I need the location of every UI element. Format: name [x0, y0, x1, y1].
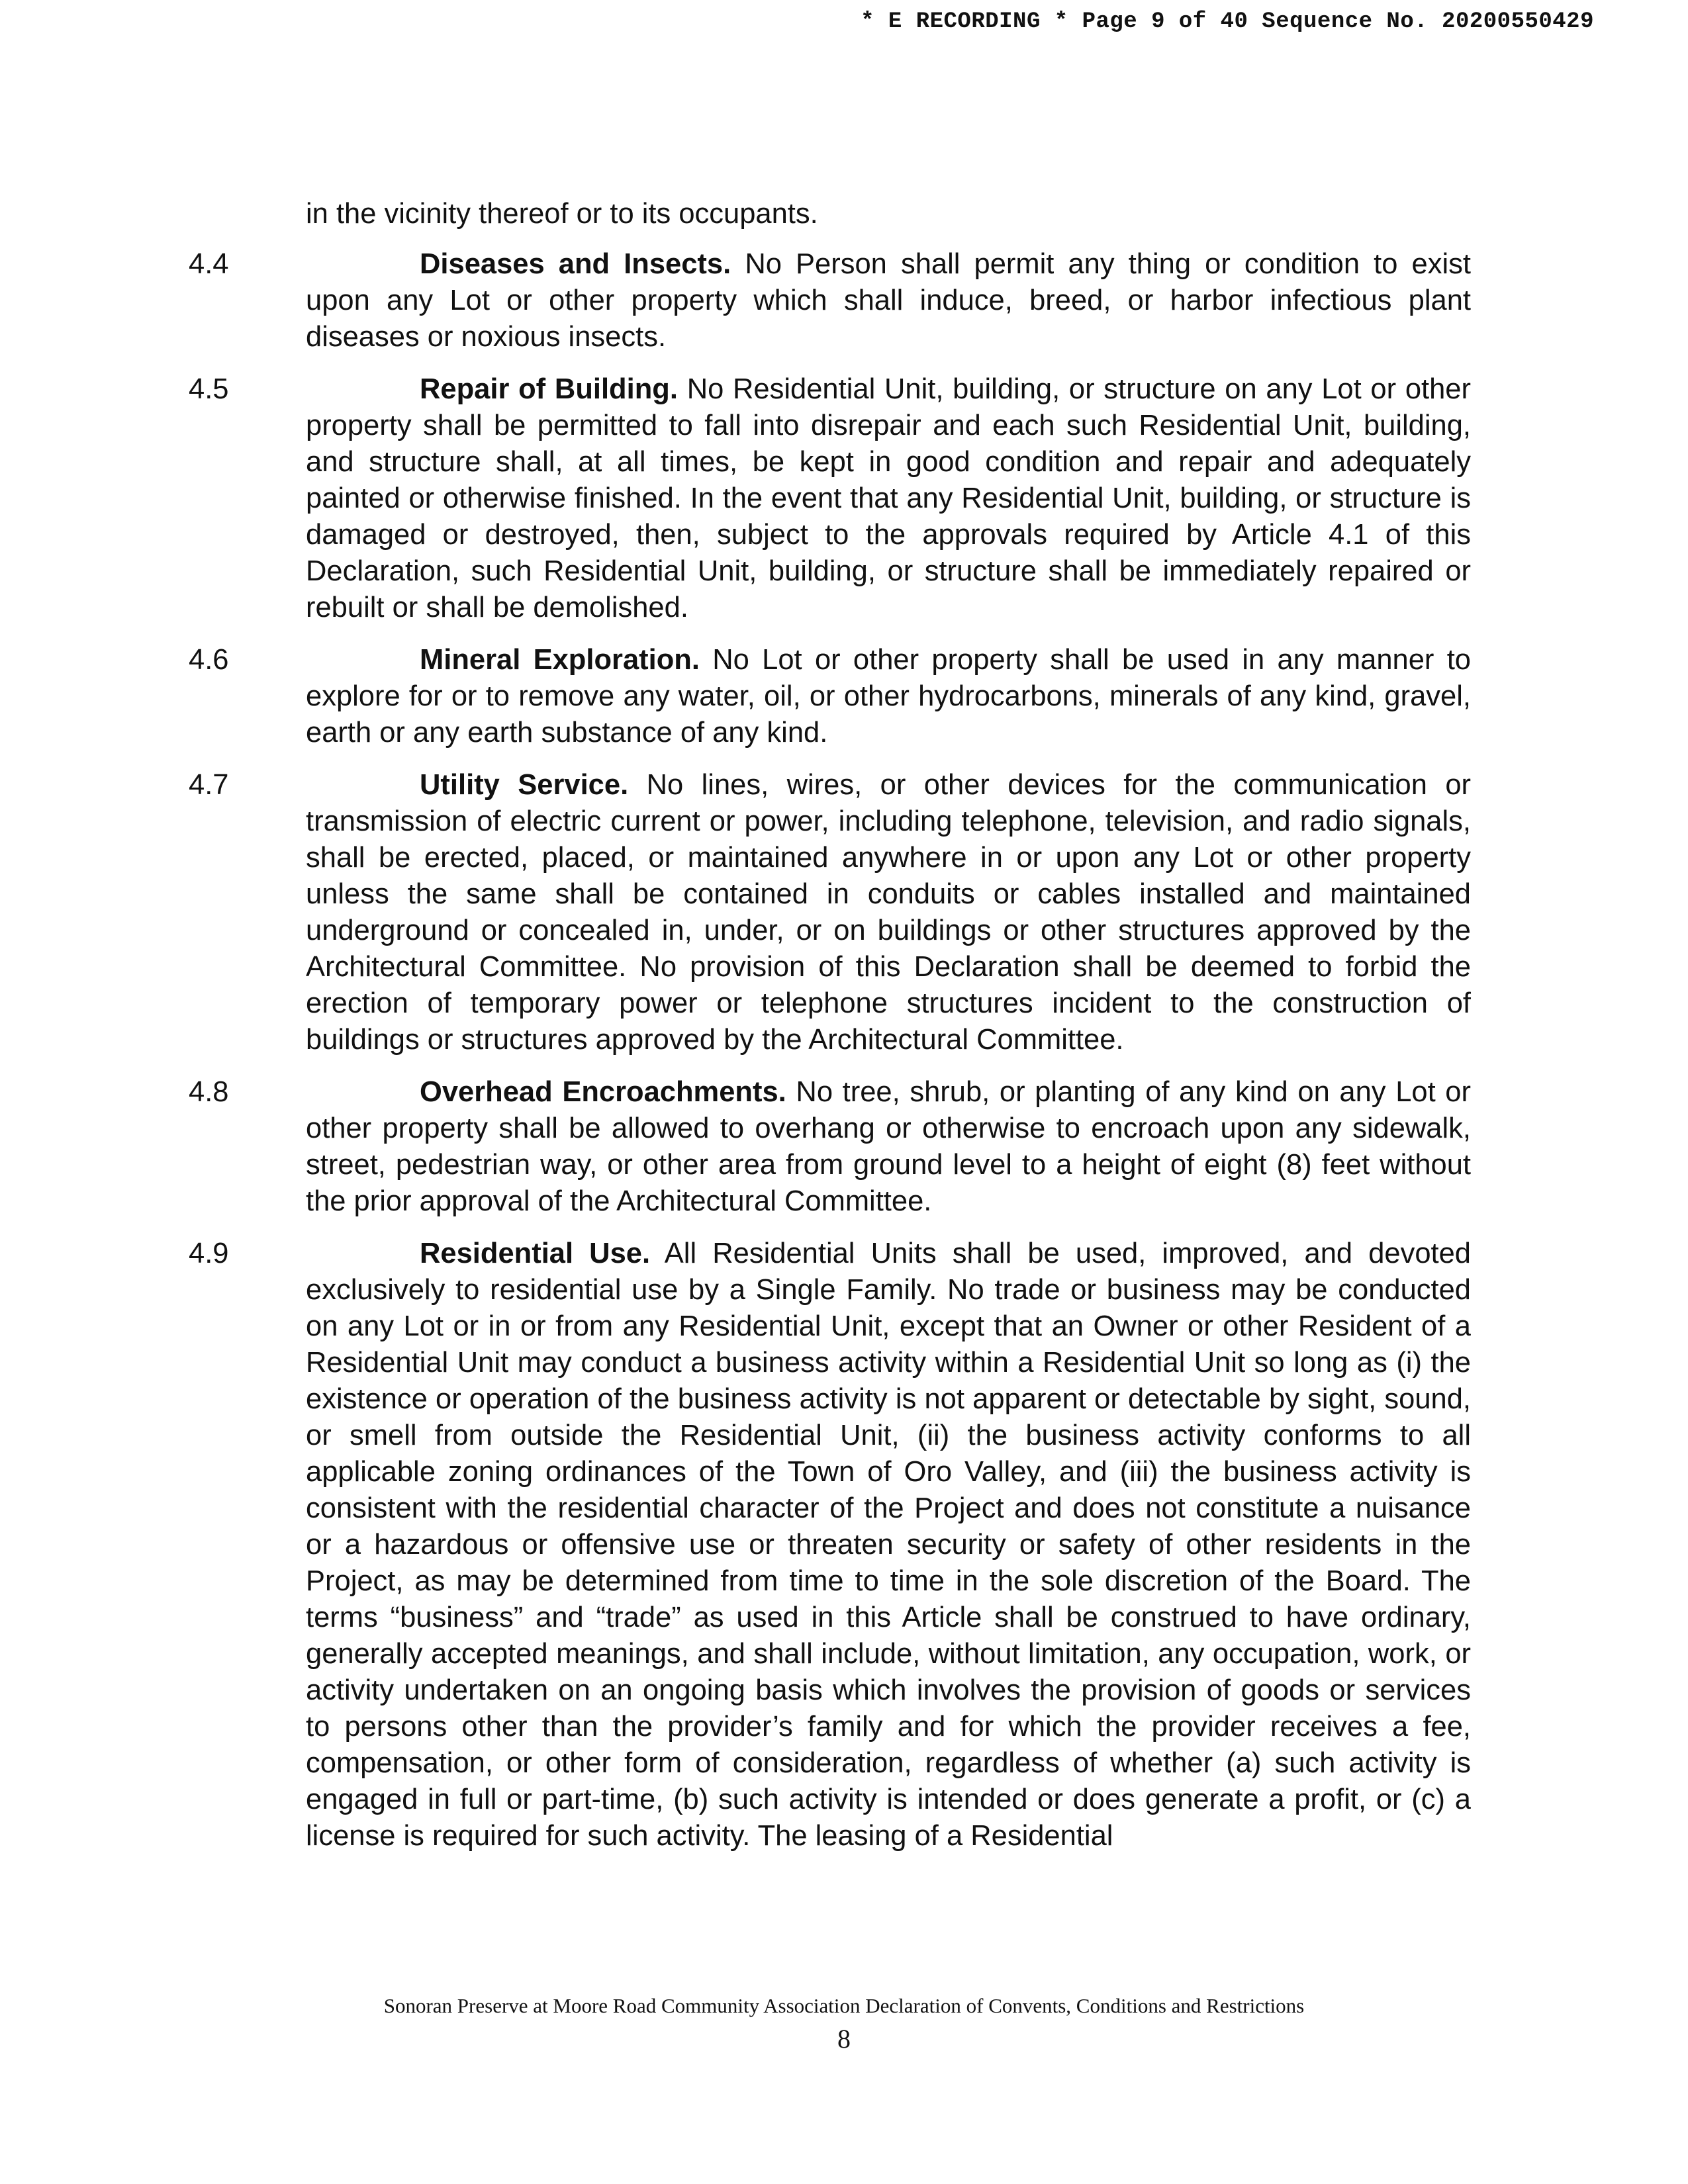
section-title: Utility Service. — [420, 769, 629, 801]
section-body — [306, 371, 1471, 626]
section-number: 4.9 — [189, 1238, 229, 1269]
section-4-4 — [0, 246, 1688, 355]
section-number: 4.7 — [189, 769, 229, 801]
section-text: No lines, wires, or other devices for the communication or transmission of electric current or power, including telephone, television, and radio signals, shall be erected, placed, or maintained anywhere in or upon any Lot or other property unless the same shall be contained in conduits or cables installed and maintained underground or concealed in, under, or on buildings or other structures approved by the Architectural Committee. No provision of this Declaration shall be deemed to forbid the erection of temporary power or telephone structures incident to the construction of buildings or structures approved by the Architectural Committee. — [306, 769, 1471, 1056]
footer-document-title: Sonoran Preserve at Moore Road Community Association Declaration of Convents, Conditions and Restrictions — [383, 1994, 1305, 2017]
section-title: Diseases and Insects. — [420, 248, 731, 280]
sections-list — [0, 246, 1688, 1870]
page-number: 8 — [837, 2024, 851, 2054]
section-title: Overhead Encroachments. — [420, 1076, 786, 1108]
section-title: Repair of Building. — [420, 373, 678, 405]
section-body — [306, 642, 1471, 751]
section-title: Residential Use. — [420, 1238, 651, 1269]
section-body — [306, 767, 1471, 1058]
section-4-5 — [0, 371, 1688, 626]
section-number: 4.4 — [189, 248, 229, 280]
section-4-6 — [0, 642, 1688, 751]
section-number: 4.6 — [189, 644, 229, 676]
section-text: No Residential Unit, building, or structure on any Lot or other property shall be permitted to fall into disrepair and each such Residential Unit, building, and structure shall, at all times, be kept in good condition and repair and adequately painted or otherwise finished. In the event that any Residential Unit, building, or structure is damaged or destroyed, then, subject to the approvals required by Article 4.1 of this Declaration, such Residential Unit, building, or structure shall be immediately repaired or rebuilt or shall be demolished. — [306, 373, 1471, 623]
section-text: All Residential Units shall be used, improved, and devoted exclusively to residential use by a Single Family. No trade or business may be conducted on any Lot or in or from any Residential Unit, except that an Owner or other Resident of a Residential Unit may conduct a business activity within a Residential Unit so long as (i) the existence or operation of the business activity is not apparent or detectable by sight, sound, or smell from outside the Residential Unit, (ii) the business activity conforms to all applicable zoning ordinances of the Town of Oro Valley, and (iii) the business activity is consistent with the residential character of the Project and does not constitute a nuisance or a hazardous or offensive use or threaten security or safety of other residents in the Project, as may be determined from time to time in the sole discretion of the Board. The terms “business” and “trade” as used in this Article shall be construed to have ordinary, generally accepted meanings, and shall include, without limitation, any occupation, work, or activity undertaken on an ongoing basis which involves the provision of goods or services to persons other than the provider’s family and for which the provider receives a fee, compensation, or other form of consideration, regardless of whether (a) such activity is engaged in full or part-time, (b) such activity is intended or does generate a profit, or (c) a license is required for such activity. The leasing of a Residential — [306, 1238, 1471, 1852]
section-number: 4.8 — [189, 1076, 229, 1108]
section-4-8 — [0, 1074, 1688, 1220]
recording-header: * E RECORDING * Page 9 of 40 Sequence No. 20200550429 — [861, 9, 1594, 34]
section-body — [306, 1236, 1471, 1854]
section-title: Mineral Exploration. — [420, 644, 700, 676]
section-body — [306, 1074, 1471, 1220]
section-number: 4.5 — [189, 373, 229, 405]
section-4-7 — [0, 767, 1688, 1058]
section-text: No Lot or other property shall be used in any manner to explore for or to remove any water, oil, or other hydrocarbons, minerals of any kind, gravel, earth or any earth substance of any kind. — [306, 644, 1471, 749]
section-text: No tree, shrub, or planting of any kind on any Lot or other property shall be allowed to overhang or otherwise to encroach upon any sidewalk, street, pedestrian way, or other area from ground level to a height of eight (8) feet without the prior approval of the Architectural Committee. — [306, 1076, 1471, 1217]
section-4-9 — [0, 1236, 1688, 1854]
section-body — [306, 246, 1471, 355]
continuation-text: in the vicinity thereof or to its occupants. — [306, 198, 818, 230]
section-text: No Person shall permit any thing or condition to exist upon any Lot or other property which shall induce, breed, or harbor infectious plant diseases or noxious insects. — [306, 248, 1471, 353]
